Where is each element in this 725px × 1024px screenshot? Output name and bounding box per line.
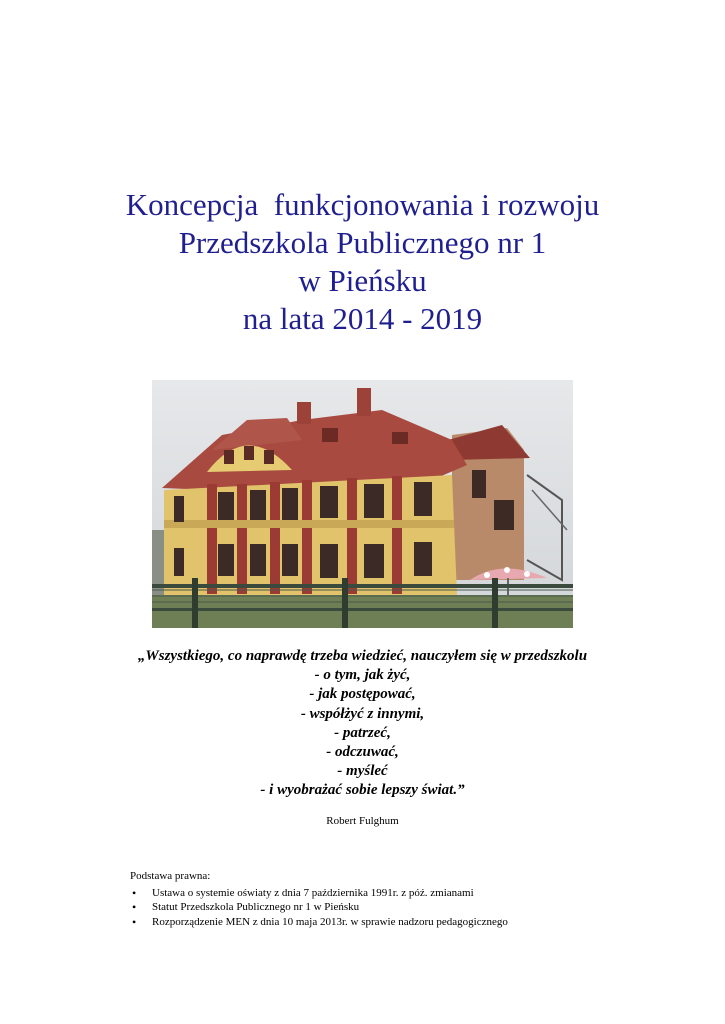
title-line: w Pieńsku xyxy=(298,263,427,298)
quote-line: - myśleć xyxy=(337,763,388,780)
quote-author: Robert Fulghum xyxy=(326,815,399,827)
quote-line: - odczuwać, xyxy=(326,744,399,761)
document-title xyxy=(0,186,725,338)
legal-basis-heading: Podstawa prawna: xyxy=(130,870,211,882)
quote-line: - o tym, jak żyć, xyxy=(314,667,411,684)
title-line: Przedszkola Publicznego nr 1 xyxy=(178,225,547,260)
quote-line: - i wyobrażać sobie lepszy świat.” xyxy=(260,782,465,799)
legal-basis-item: • Statut Przedszkola Publicznego nr 1 w Pieńsku xyxy=(130,900,508,915)
quote-line: - jak postępować, xyxy=(309,686,416,703)
legal-basis-list xyxy=(130,886,508,930)
legal-basis xyxy=(130,869,508,929)
preschool-building-photo xyxy=(152,380,573,628)
quote-line: - patrzeć, xyxy=(334,724,391,741)
quote xyxy=(0,647,725,801)
legal-basis-item: • Ustawa o systemie oświaty z dnia 7 października 1991r. z póź. zmianami xyxy=(130,886,508,901)
title-line: na lata 2014 - 2019 xyxy=(242,301,483,336)
quote-line: - współżyć z innymi, xyxy=(300,705,425,722)
legal-basis-item: • Rozporządzenie MEN z dnia 10 maja 2013r. w sprawie nadzoru pedagogicznego xyxy=(130,915,508,930)
quote-line: „Wszystkiego, co naprawdę trzeba wiedzieć, nauczyłem się w przedszkolu xyxy=(137,648,588,664)
title-line: Koncepcja funkcjonowania i rozwoju xyxy=(125,187,600,222)
